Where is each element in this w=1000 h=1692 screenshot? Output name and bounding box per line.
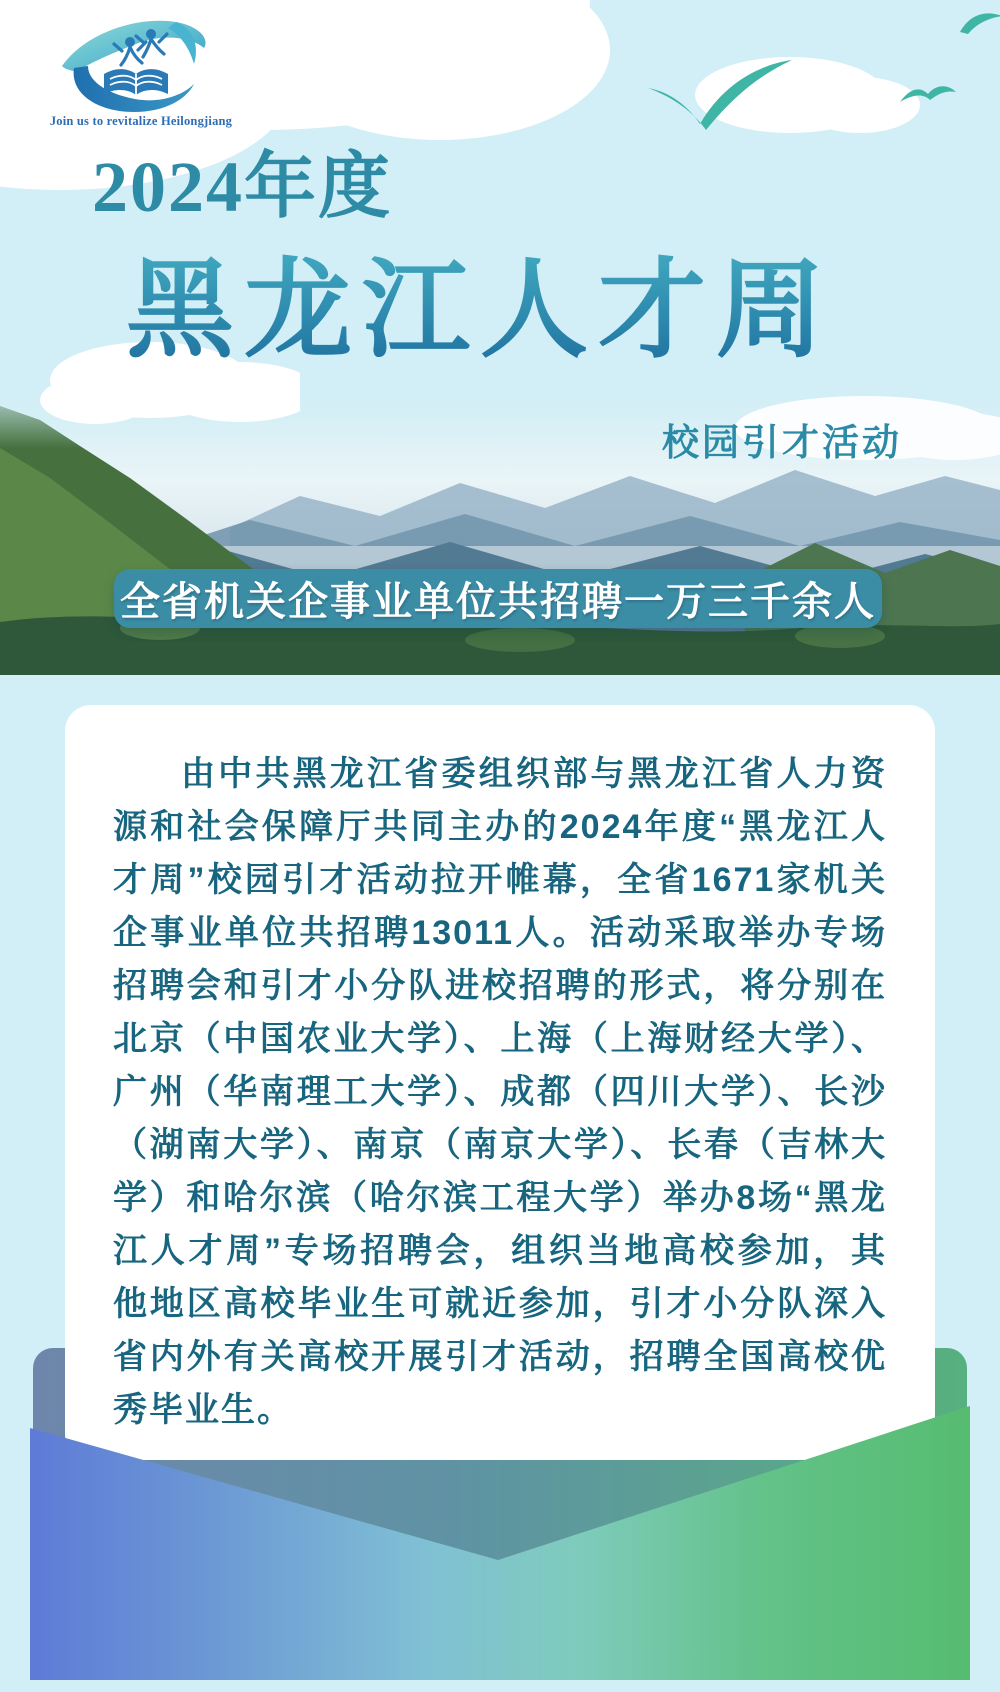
article-paragraph: 由中共黑龙江省委组织部与黑龙江省人力资源和社会保障厅共同主办的2024年度“黑龙江人才周”校园引才活动拉开帷幕，全省1671家机关企事业单位共招聘13011人。活动采取举办专场招聘会和引才小分队进校招聘的形式，将分别在北京（中国农业大学）、上海（上海财经大学）、广州（华南理工大学）、成都（四川大学）、长沙（湖南大学）、南京（南京大学）、长春（吉林大学）和哈尔滨（哈尔滨工程大学）举办8场“黑龙江人才周”专场招聘会，组织当地高校参加，其他地区高校毕业生可就近参加，引才小分队深入省内外有关高校开展引才活动，招聘全国高校优秀毕业生。 bbox=[113, 755, 887, 1429]
bird-icon bbox=[898, 78, 960, 114]
banner-text: 全省机关企事业单位共招聘一万三千余人 bbox=[120, 580, 876, 624]
bird-icon bbox=[640, 52, 800, 136]
talent-week-logo bbox=[52, 14, 228, 116]
envelope-flap bbox=[30, 1398, 970, 1680]
subtitle: 校园引才活动 bbox=[662, 422, 902, 463]
recruitment-banner bbox=[114, 569, 882, 628]
main-title: 黑龙江人才周 bbox=[126, 250, 834, 374]
logo-swirl-icon bbox=[52, 14, 228, 116]
logo-tagline: Join us to revitalize Heilongjiang bbox=[49, 114, 233, 128]
bird-icon bbox=[958, 6, 1000, 34]
year-title: 2024年度 bbox=[92, 147, 393, 227]
